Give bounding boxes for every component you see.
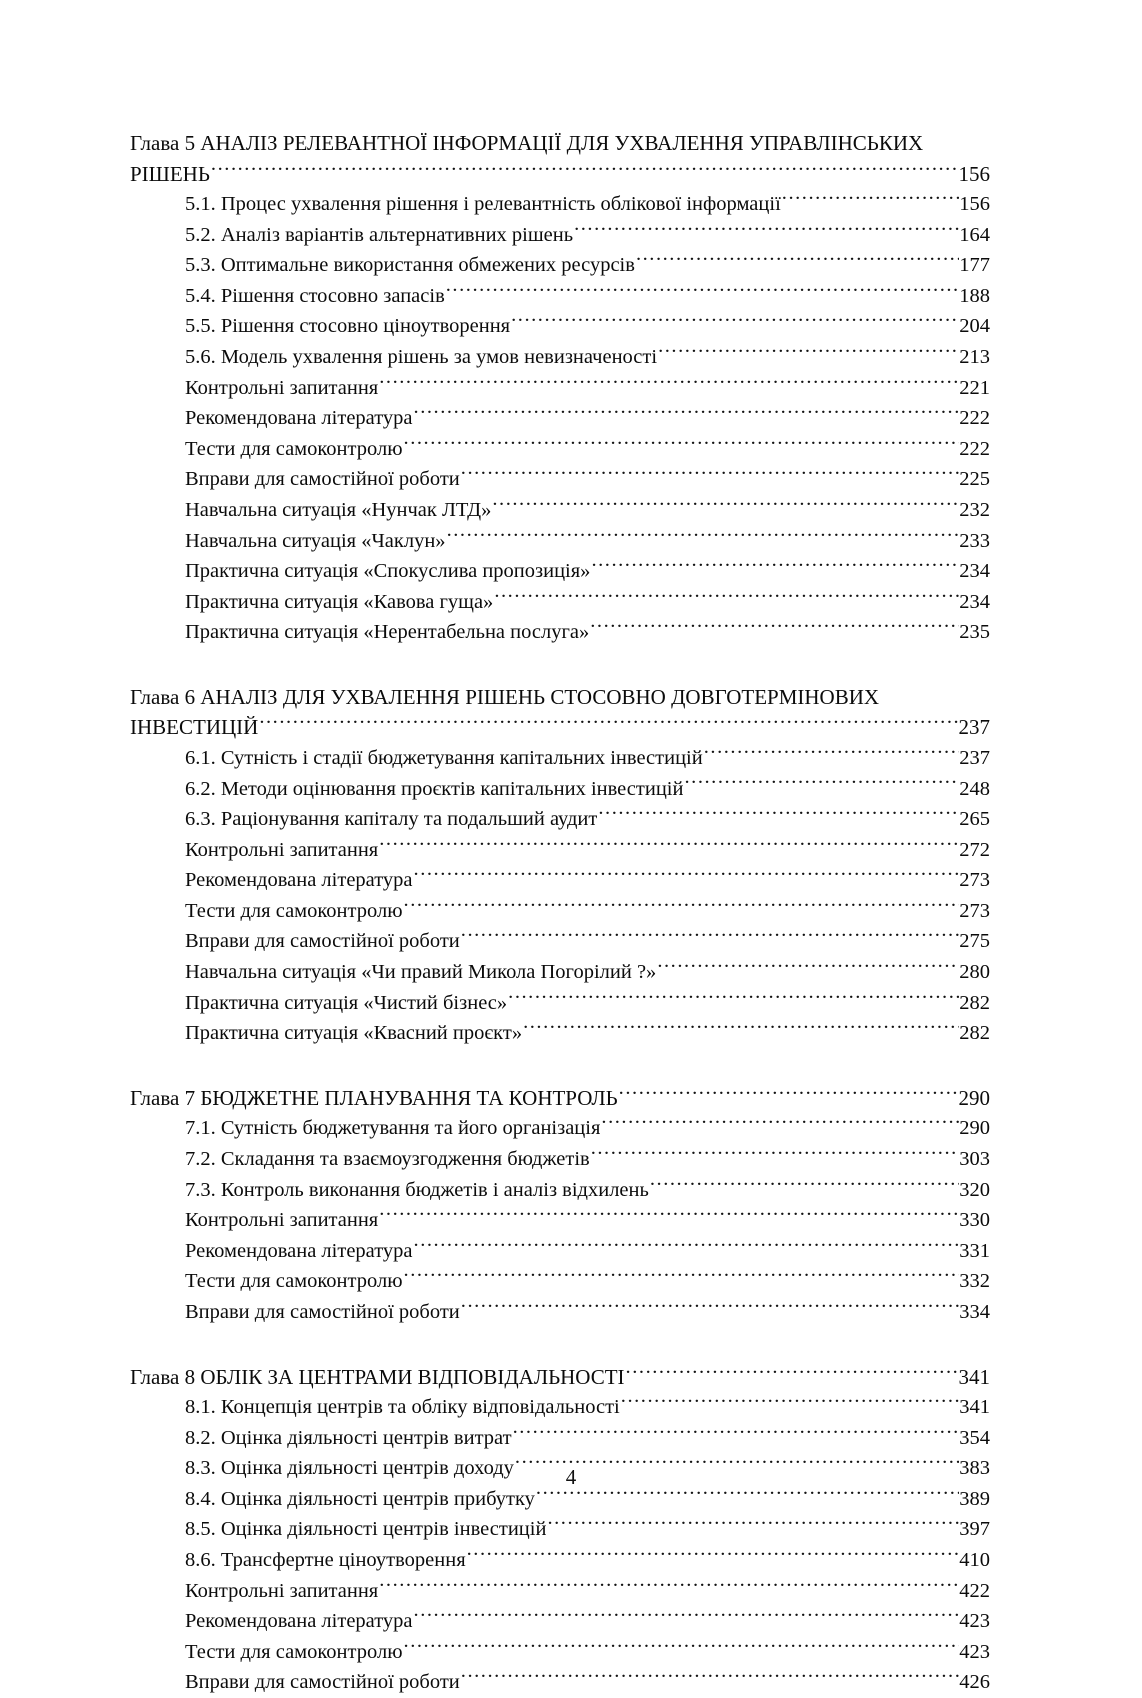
- toc-entry-label: Тести для самоконтролю: [185, 899, 403, 922]
- dot-leader: [598, 805, 959, 826]
- dot-leader: [523, 1019, 959, 1040]
- toc-entry-label: 8.6. Трансфертне ціноутворення: [185, 1548, 466, 1571]
- toc-entry-label: Рекомендована література: [185, 869, 413, 892]
- toc-entry-row[interactable]: [185, 804, 990, 835]
- toc-chapter-block: [130, 682, 990, 1049]
- toc-entry-page-number: 265: [959, 808, 990, 831]
- dot-leader: [494, 587, 959, 608]
- toc-entry-page-number: 397: [959, 1518, 990, 1541]
- toc-entry-label: 6.2. Методи оцінювання проєктів капітальних інвестицій: [185, 777, 684, 800]
- dot-leader: [704, 743, 960, 764]
- toc-entry-label: Рекомендована література: [185, 407, 413, 430]
- toc-chapter-page-number: 237: [958, 715, 990, 740]
- dot-leader: [508, 988, 959, 1009]
- dot-leader: [379, 373, 959, 394]
- dot-leader: [461, 1668, 959, 1689]
- toc-entry-page-number: 177: [959, 254, 990, 277]
- toc-chapter-heading-row[interactable]: [130, 159, 990, 190]
- dot-leader: [379, 835, 959, 856]
- toc-entry-page-number: 282: [959, 1022, 990, 1045]
- toc-entry-row[interactable]: [185, 556, 990, 587]
- toc-entry-label: Рекомендована література: [185, 1239, 413, 1262]
- dot-leader: [461, 465, 959, 486]
- toc-entry-page-number: 423: [959, 1640, 990, 1663]
- toc-entry-page-number: 422: [959, 1579, 990, 1602]
- toc-entry-page-number: 423: [959, 1610, 990, 1633]
- dot-leader: [513, 1423, 960, 1444]
- dot-leader: [404, 896, 960, 917]
- dot-leader: [447, 526, 960, 547]
- toc-entry-label: 8.5. Оцінка діяльності центрів інвестицій: [185, 1518, 547, 1541]
- dot-leader: [446, 281, 960, 302]
- toc-entry-page-number: 233: [959, 529, 990, 552]
- toc-entry-row[interactable]: [185, 311, 990, 342]
- dot-leader: [619, 1084, 959, 1105]
- dot-leader: [636, 251, 959, 272]
- toc-chapter-heading-label: ІНВЕСТИЦІЙ: [130, 715, 259, 740]
- page-folio: 4: [565, 1465, 577, 1489]
- toc-chapter-block: [130, 1083, 990, 1328]
- toc-entry-row[interactable]: [185, 1144, 990, 1175]
- toc-chapter-heading-line: Глава 6 АНАЛІЗ ДЛЯ УХВАЛЕННЯ РІШЕНЬ СТОСОВНО ДОВГОТЕРМІНОВИХ: [130, 684, 880, 709]
- toc-entry-row[interactable]: [185, 1514, 990, 1545]
- toc-chapter-heading-label: Глава 7 БЮДЖЕТНЕ ПЛАНУВАННЯ ТА КОНТРОЛЬ: [130, 1085, 618, 1110]
- toc-entry-page-number: 290: [959, 1117, 990, 1140]
- toc-entry-page-number: 188: [959, 284, 990, 307]
- toc-entry-page-number: 232: [959, 498, 990, 521]
- dot-leader: [259, 713, 958, 734]
- toc-entry-row[interactable]: [185, 1392, 990, 1423]
- toc-entry-page-number: 272: [959, 838, 990, 861]
- dot-leader: [621, 1393, 959, 1414]
- toc-entry-label: Тести для самоконтролю: [185, 437, 403, 460]
- toc-entry-row[interactable]: [185, 464, 990, 495]
- toc-entry-label: 8.1. Концепція центрів та обліку відповідальності: [185, 1396, 620, 1418]
- toc-entry-row[interactable]: [185, 587, 990, 618]
- toc-entry-label: 8.4. Оцінка діяльності центрів прибутку: [185, 1487, 535, 1510]
- toc-entry-page-number: 389: [959, 1487, 990, 1510]
- dot-leader: [626, 1363, 959, 1384]
- toc-entry-row[interactable]: [185, 926, 990, 957]
- toc-entry-row[interactable]: [185, 1637, 990, 1668]
- toc-chapter-page-number: 290: [958, 1085, 990, 1110]
- toc-entry-label: Вправи для самостійної роботи: [185, 468, 460, 491]
- toc-entry-page-number: 213: [959, 345, 990, 368]
- toc-entry-label: 5.1. Процес ухвалення рішення і релевантність облікової інформації: [185, 193, 781, 215]
- chapter-spacer: [130, 648, 990, 682]
- toc-chapter-heading-row[interactable]: [130, 1362, 990, 1393]
- toc-entry-label: 8.2. Оцінка діяльності центрів витрат: [185, 1426, 512, 1449]
- dot-leader: [492, 495, 959, 516]
- toc-entry-label: Вправи для самостійної роботи: [185, 930, 460, 953]
- toc-entry-page-number: 320: [959, 1178, 990, 1201]
- toc-entry-label: 5.6. Модель ухвалення рішень за умов невизначеності: [185, 345, 658, 368]
- toc-entry-row[interactable]: [185, 774, 990, 805]
- toc-entry-page-number: 234: [959, 560, 990, 583]
- toc-entry-label: Практична ситуація «Нерентабельна послуга»: [185, 621, 590, 644]
- dot-leader: [404, 434, 960, 455]
- dot-leader: [461, 1297, 959, 1318]
- toc-entry-page-number: 164: [959, 223, 990, 246]
- toc-entry-row[interactable]: [185, 896, 990, 927]
- dot-leader: [684, 774, 959, 795]
- toc-entry-row[interactable]: [185, 865, 990, 896]
- dot-leader: [414, 1607, 960, 1628]
- toc-entry-row[interactable]: [185, 1576, 990, 1607]
- toc-chapter-heading-label: РІШЕНЬ: [130, 161, 210, 186]
- toc-entry-row[interactable]: [185, 1205, 990, 1236]
- toc-entry-page-number: 222: [959, 407, 990, 430]
- toc-entry-label: Вправи для самостійної роботи: [185, 1671, 460, 1694]
- toc-entry-label: Навчальна ситуація «Чи правий Микола Погорілий ?»: [185, 961, 657, 984]
- toc-entry-page-number: 282: [959, 991, 990, 1014]
- toc-entry-label: 5.4. Рішення стосовно запасів: [185, 284, 445, 307]
- toc-entry-label: Тести для самоконтролю: [185, 1640, 403, 1663]
- toc-entry-label: Практична ситуація «Чистий бізнес»: [185, 991, 508, 1014]
- dot-leader: [414, 866, 960, 887]
- toc-entry-label: Практична ситуація «Кавова гуща»: [185, 590, 494, 613]
- toc-entry-page-number: 204: [959, 315, 990, 338]
- toc-entry-row[interactable]: [185, 743, 990, 774]
- dot-leader: [467, 1545, 960, 1566]
- toc-entry-row[interactable]: [185, 988, 990, 1019]
- dot-leader: [461, 927, 959, 948]
- toc-chapter-heading-label: Глава 8 ОБЛІК ЗА ЦЕНТРАМИ ВІДПОВІДАЛЬНОСТІ: [130, 1364, 625, 1389]
- chapter-spacer: [130, 1049, 990, 1083]
- dot-leader: [379, 1576, 959, 1597]
- dot-leader: [414, 404, 960, 425]
- toc-chapter-block: [130, 1362, 990, 1698]
- toc-entry-label: 5.5. Рішення стосовно ціноутворення: [185, 315, 511, 338]
- toc-entry-page-number: 341: [959, 1396, 990, 1418]
- dot-leader: [511, 312, 959, 333]
- dot-leader: [601, 1114, 959, 1135]
- dot-leader: [658, 342, 959, 363]
- toc-entry-row[interactable]: [185, 617, 990, 648]
- toc-entry-label: 8.3. Оцінка діяльності центрів доходу: [185, 1457, 514, 1480]
- toc-entry-row[interactable]: [185, 1297, 990, 1328]
- toc-entry-page-number: 275: [959, 930, 990, 953]
- toc-chapter-page-number: 156: [958, 161, 990, 186]
- toc-entry-row[interactable]: [185, 403, 990, 434]
- toc-entry-page-number: 222: [959, 437, 990, 460]
- toc-chapter-heading-line: Глава 5 АНАЛІЗ РЕЛЕВАНТНОЇ ІНФОРМАЦІЇ ДЛЯ УХВАЛЕННЯ УПРАВЛІНСЬКИХ: [130, 131, 924, 155]
- toc-entry-label: 6.1. Сутність і стадії бюджетування капітальних інвестицій: [185, 746, 703, 769]
- toc-entry-page-number: 332: [959, 1270, 990, 1293]
- toc-entry-row[interactable]: [185, 281, 990, 312]
- toc-entry-row[interactable]: [185, 220, 990, 251]
- toc-entry-row[interactable]: [185, 250, 990, 281]
- toc-entry-page-number: 156: [959, 193, 990, 215]
- toc-entry-label: 7.3. Контроль виконання бюджетів і аналіз відхилень: [185, 1178, 649, 1201]
- dot-leader: [404, 1637, 960, 1658]
- toc-entry-row[interactable]: [185, 835, 990, 866]
- toc-entry-row[interactable]: [185, 1545, 990, 1576]
- toc-entry-page-number: 280: [959, 961, 990, 984]
- toc-entry-page-number: 354: [959, 1426, 990, 1449]
- toc-entry-page-number: 303: [959, 1147, 990, 1170]
- toc-entry-row[interactable]: [185, 434, 990, 465]
- toc-entry-row[interactable]: [185, 495, 990, 526]
- toc-entry-label: Контрольні запитання: [185, 838, 379, 861]
- dot-leader: [650, 1175, 959, 1196]
- toc-entry-page-number: 225: [959, 468, 990, 491]
- toc-entry-page-number: 330: [959, 1209, 990, 1232]
- toc-entry-label: Вправи для самостійної роботи: [185, 1300, 460, 1323]
- dot-leader: [657, 958, 959, 979]
- toc-entry-row[interactable]: [185, 342, 990, 373]
- dot-leader: [547, 1515, 959, 1536]
- dot-leader: [404, 1267, 960, 1288]
- table-of-contents: [130, 128, 990, 1698]
- toc-entry-row[interactable]: [185, 1667, 990, 1698]
- toc-entry-label: 5.3. Оптимальне використання обмежених ресурсів: [185, 254, 635, 277]
- toc-entry-row[interactable]: [185, 1423, 990, 1454]
- dot-leader: [574, 220, 959, 241]
- toc-entry-label: Контрольні запитання: [185, 1209, 379, 1232]
- toc-entry-page-number: 331: [959, 1239, 990, 1262]
- toc-entry-page-number: 235: [959, 621, 990, 644]
- toc-entry-label: 7.1. Сутність бюджетування та його організація: [185, 1117, 601, 1140]
- toc-entry-page-number: 234: [959, 590, 990, 613]
- dot-leader: [211, 160, 959, 181]
- toc-entry-label: Рекомендована література: [185, 1610, 413, 1633]
- toc-entry-page-number: 383: [959, 1457, 990, 1480]
- toc-entry-row[interactable]: [185, 957, 990, 988]
- toc-entry-row[interactable]: [185, 1606, 990, 1637]
- toc-entry-row[interactable]: [185, 373, 990, 404]
- toc-entry-label: Навчальна ситуація «Нунчак ЛТД»: [185, 498, 492, 521]
- toc-entry-label: 5.2. Аналіз варіантів альтернативних рішень: [185, 223, 574, 246]
- toc-entry-page-number: 237: [959, 746, 990, 769]
- toc-entry-row[interactable]: [185, 1175, 990, 1206]
- toc-entry-page-number: 426: [959, 1671, 990, 1694]
- dot-leader: [591, 557, 959, 578]
- toc-entry-label: 6.3. Раціонування капіталу та подальший аудит: [185, 808, 598, 831]
- toc-chapter-block: [130, 128, 990, 648]
- toc-entry-page-number: 221: [959, 376, 990, 399]
- toc-entry-row[interactable]: [185, 526, 990, 557]
- toc-entry-page-number: 273: [959, 869, 990, 892]
- toc-entry-page-number: 273: [959, 899, 990, 922]
- toc-entry-label: Навчальна ситуація «Чаклун»: [185, 529, 446, 552]
- dot-leader: [414, 1236, 960, 1257]
- dot-leader: [590, 618, 959, 639]
- toc-chapter-page-number: 341: [958, 1364, 990, 1389]
- toc-entry-row[interactable]: [185, 189, 990, 220]
- toc-chapter-heading-row[interactable]: [130, 712, 990, 743]
- toc-entry-label: 7.2. Складання та взаємоузгодження бюджетів: [185, 1147, 590, 1170]
- dot-leader: [782, 190, 959, 211]
- toc-entry-label: Практична ситуація «Спокуслива пропозиція»: [185, 560, 591, 583]
- toc-entry-page-number: 334: [959, 1300, 990, 1323]
- toc-entry-label: Контрольні запитання: [185, 376, 379, 399]
- dot-leader: [591, 1144, 960, 1165]
- toc-entry-page-number: 248: [959, 777, 990, 800]
- toc-entry-row[interactable]: [185, 1113, 990, 1144]
- toc-chapter-heading-row[interactable]: [130, 1083, 990, 1114]
- toc-entry-row[interactable]: [185, 1018, 990, 1049]
- toc-entry-row[interactable]: [185, 1266, 990, 1297]
- toc-entry-label: Тести для самоконтролю: [185, 1270, 403, 1293]
- toc-entry-page-number: 410: [959, 1548, 990, 1571]
- chapter-spacer: [130, 1328, 990, 1362]
- toc-entry-label: Контрольні запитання: [185, 1579, 379, 1602]
- toc-entry-label: Практична ситуація «Квасний проєкт»: [185, 1022, 523, 1045]
- toc-entry-row[interactable]: [185, 1236, 990, 1267]
- dot-leader: [379, 1206, 959, 1227]
